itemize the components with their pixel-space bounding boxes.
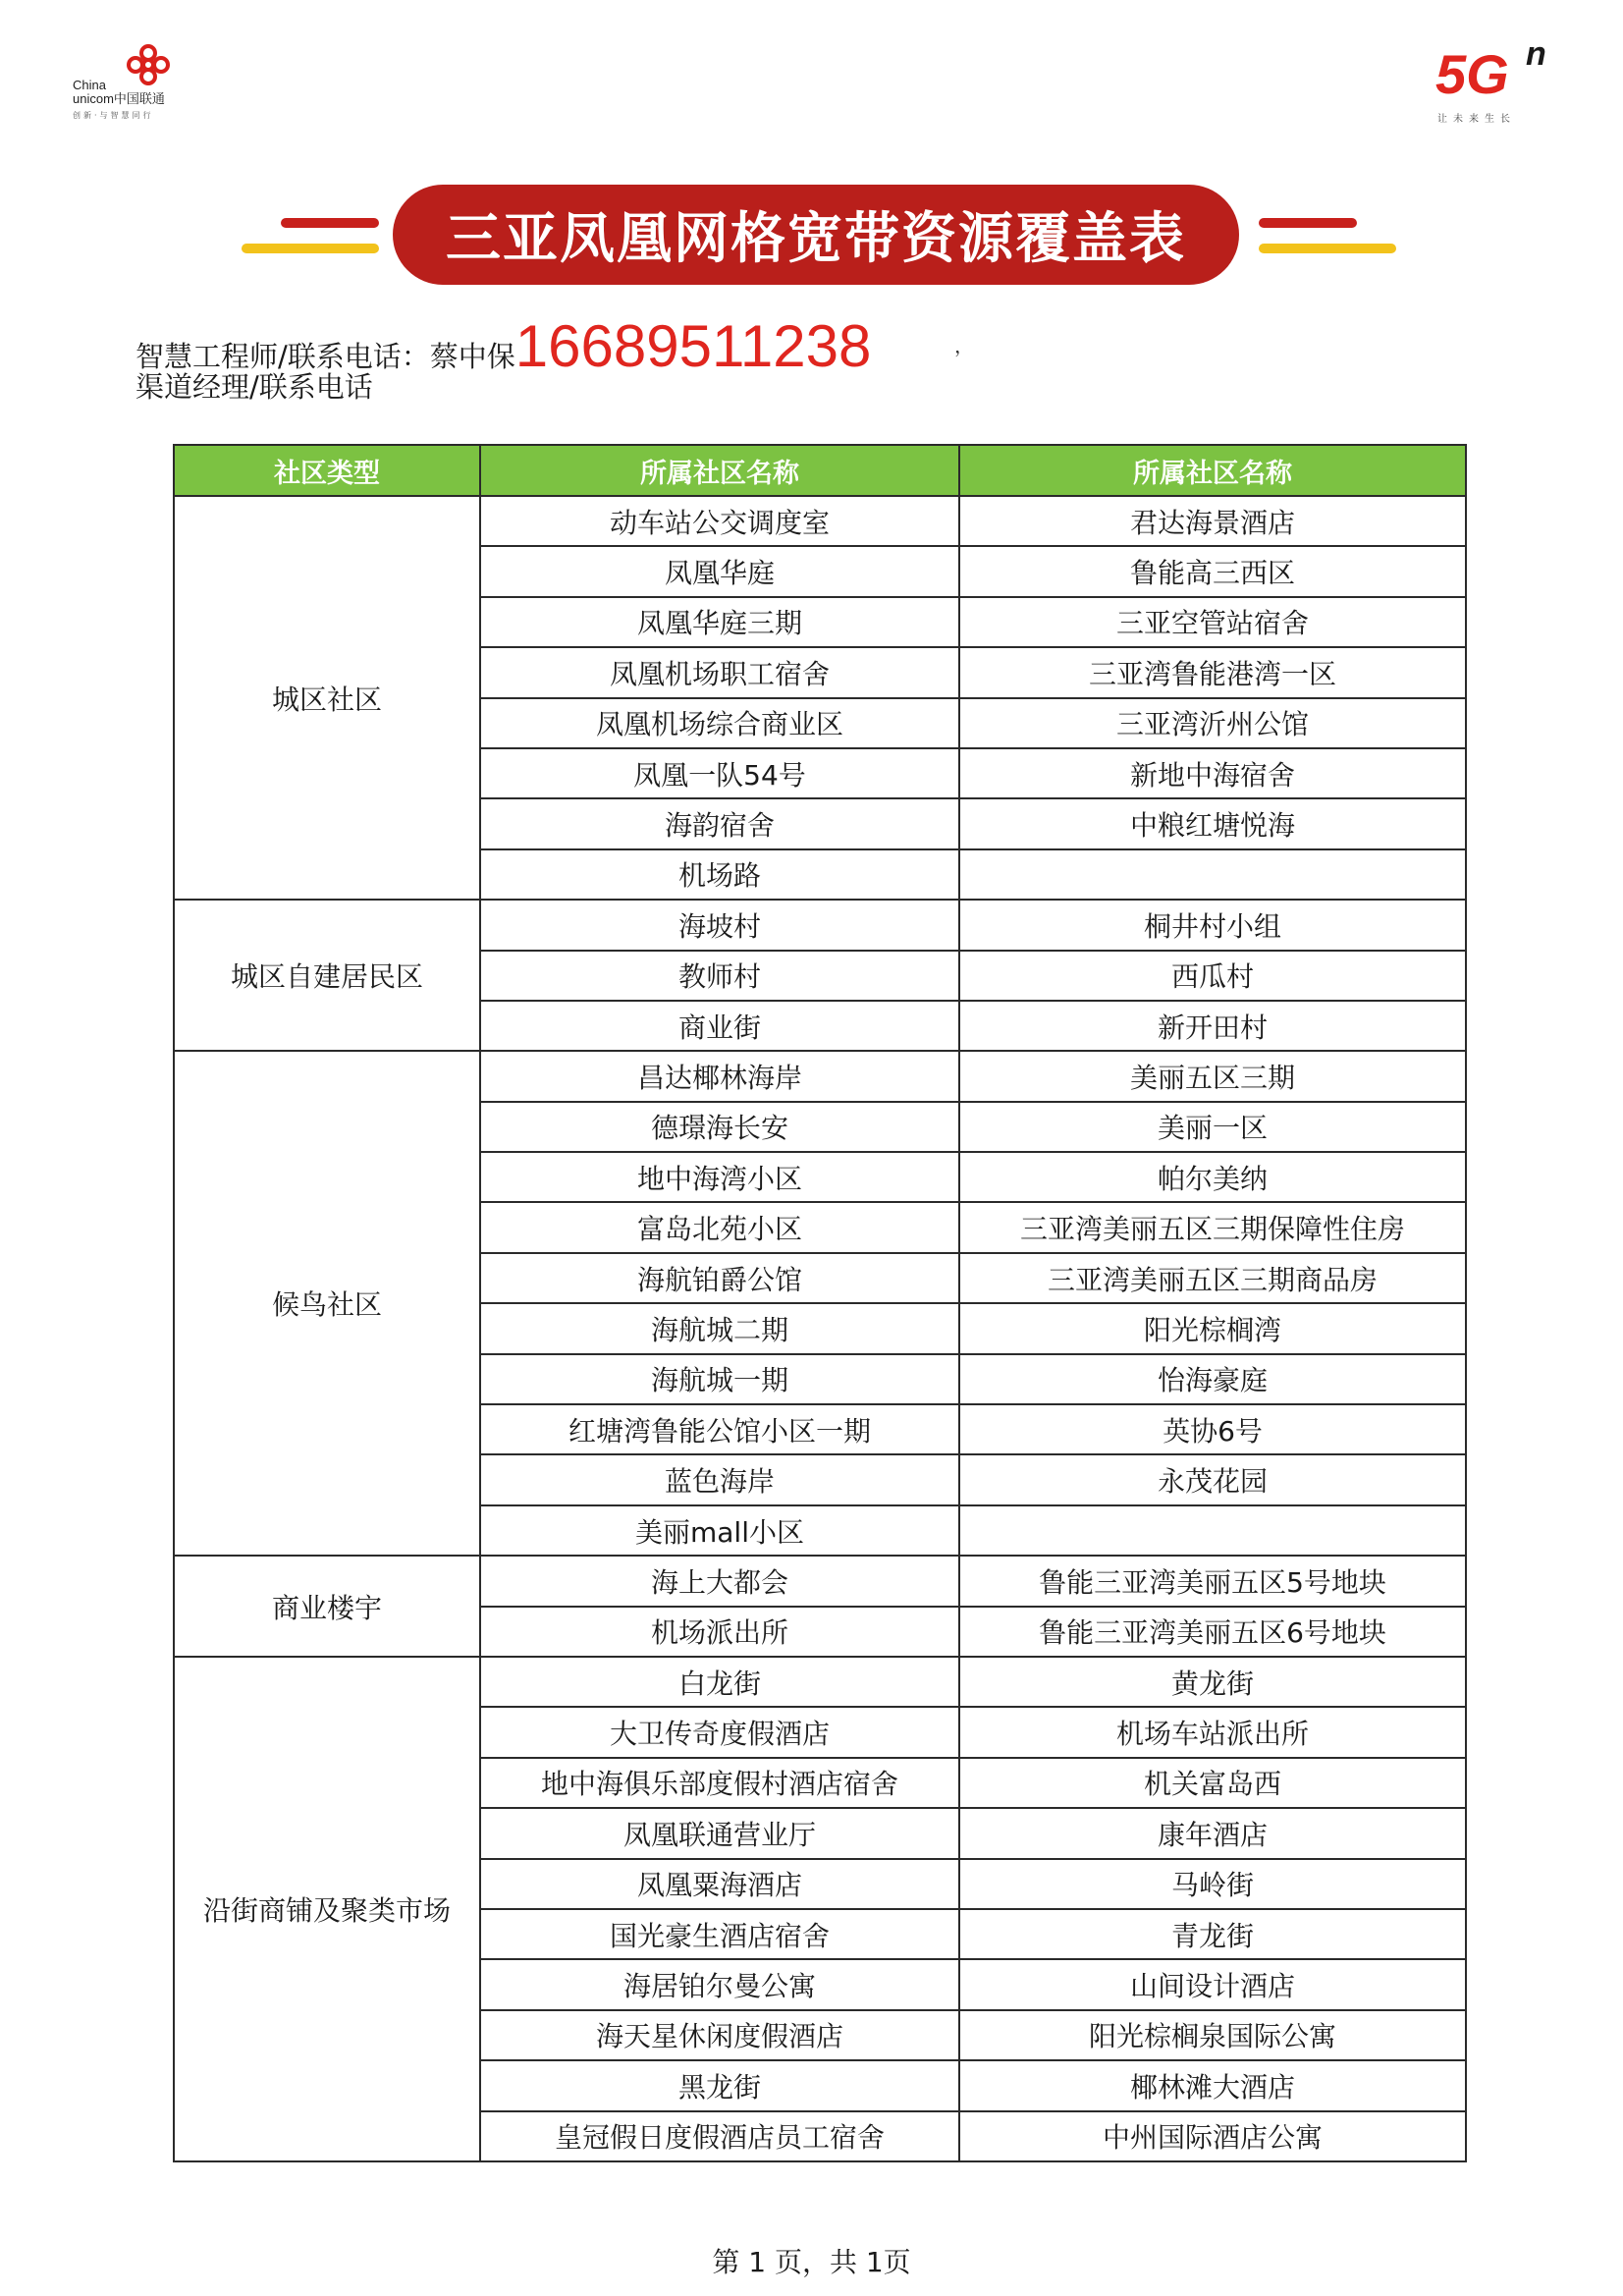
community-name-cell: 美丽一区	[959, 1102, 1466, 1152]
unicom-knot-icon	[118, 43, 179, 86]
title-banner	[393, 185, 1239, 285]
community-name-cell: 海航城二期	[480, 1303, 959, 1353]
community-name-cell: 阳光棕榈湾	[959, 1303, 1466, 1353]
community-name-cell: 白龙街	[480, 1657, 959, 1707]
community-name-cell: 鲁能高三西区	[959, 546, 1466, 596]
community-name-cell: 国光豪生酒店宿舍	[480, 1909, 959, 1959]
title-deco-left-red	[281, 218, 379, 228]
community-name-cell	[959, 1505, 1466, 1556]
5g-superscript: n	[1526, 35, 1546, 73]
engineer-phone: 16689511238	[514, 313, 872, 379]
community-name-cell: 凤凰联通营业厅	[480, 1808, 959, 1858]
community-name-cell: 海坡村	[480, 900, 959, 950]
brand-slogan: 创新·与智慧同行	[73, 111, 154, 120]
brand-line1: China	[73, 78, 106, 92]
community-name-cell: 地中海湾小区	[480, 1152, 959, 1202]
community-name-cell: 永茂花园	[959, 1454, 1466, 1504]
community-name-cell: 中粮红塘悦海	[959, 798, 1466, 848]
community-type-cell: 城区社区	[174, 496, 480, 900]
title-deco-right-red	[1259, 218, 1357, 228]
title-deco-right-yellow	[1259, 244, 1396, 253]
header-community-type: 社区类型	[174, 445, 480, 496]
china-unicom-logo	[71, 43, 198, 122]
community-name-cell: 海天星休闲度假酒店	[480, 2010, 959, 2060]
page-title: 三亚凤凰网格宽带资源覆盖表	[446, 207, 1186, 271]
community-name-cell: 鲁能三亚湾美丽五区5号地块	[959, 1556, 1466, 1606]
community-name-cell: 西瓜村	[959, 951, 1466, 1001]
engineer-contact	[135, 312, 974, 379]
community-name-cell: 海航铂爵公馆	[480, 1253, 959, 1303]
manager-contact: 渠道经理/联系电话	[135, 370, 373, 404]
community-name-cell: 中州国际酒店公寓	[959, 2111, 1466, 2161]
community-name-cell: 君达海景酒店	[959, 496, 1466, 546]
table-header-row	[174, 445, 1466, 496]
community-name-cell: 美丽五区三期	[959, 1051, 1466, 1101]
community-name-cell: 康年酒店	[959, 1808, 1466, 1858]
header-community-name-1: 所属社区名称	[480, 445, 959, 496]
community-name-cell: 海上大都会	[480, 1556, 959, 1606]
community-name-cell: 凤凰机场综合商业区	[480, 698, 959, 748]
community-name-cell: 怡海豪庭	[959, 1354, 1466, 1404]
community-name-cell: 三亚空管站宿舍	[959, 597, 1466, 647]
community-name-cell: 三亚湾鲁能港湾一区	[959, 647, 1466, 697]
engineer-label: 智慧工程师/联系电话：蔡中保	[135, 340, 515, 373]
community-name-cell: 商业街	[480, 1001, 959, 1051]
community-name-cell: 皇冠假日度假酒店员工宿舍	[480, 2111, 959, 2161]
table-row	[174, 1556, 1466, 1606]
community-name-cell: 海韵宿舍	[480, 798, 959, 848]
table-row	[174, 900, 1466, 950]
community-name-cell: 新开田村	[959, 1001, 1466, 1051]
engineer-trailing: ，	[954, 334, 974, 357]
community-name-cell: 大卫传奇度假酒店	[480, 1707, 959, 1757]
community-name-cell: 马岭街	[959, 1859, 1466, 1909]
community-name-cell: 凤凰粟海酒店	[480, 1859, 959, 1909]
community-name-cell	[959, 849, 1466, 900]
community-name-cell: 美丽mall小区	[480, 1505, 959, 1556]
table-row	[174, 1051, 1466, 1101]
community-name-cell: 英协6号	[959, 1404, 1466, 1454]
community-name-cell: 黑龙街	[480, 2060, 959, 2110]
community-name-cell: 机关富岛西	[959, 1758, 1466, 1808]
coverage-table	[173, 444, 1467, 2162]
5g-tagline: 让未来生长	[1437, 114, 1516, 125]
community-name-cell: 地中海俱乐部度假村酒店宿舍	[480, 1758, 959, 1808]
community-type-cell: 沿街商铺及聚类市场	[174, 1657, 480, 2161]
community-name-cell: 富岛北苑小区	[480, 1202, 959, 1252]
community-type-cell: 城区自建居民区	[174, 900, 480, 1051]
5g-mark: 5G	[1435, 43, 1509, 105]
community-name-cell: 昌达椰林海岸	[480, 1051, 959, 1101]
community-name-cell: 德璟海长安	[480, 1102, 959, 1152]
community-name-cell: 机场派出所	[480, 1607, 959, 1657]
community-name-cell: 教师村	[480, 951, 959, 1001]
community-name-cell: 凤凰一队54号	[480, 748, 959, 798]
community-name-cell: 山间设计酒店	[959, 1959, 1466, 2009]
community-name-cell: 凤凰机场职工宿舍	[480, 647, 959, 697]
community-name-cell: 凤凰华庭	[480, 546, 959, 596]
community-name-cell: 红塘湾鲁能公馆小区一期	[480, 1404, 959, 1454]
community-name-cell: 海航城一期	[480, 1354, 959, 1404]
brand-line2: unicom中国联通	[73, 91, 165, 106]
table-row	[174, 1657, 1466, 1707]
community-name-cell: 机场车站派出所	[959, 1707, 1466, 1757]
page-footer: 第 1 页，共 1页	[712, 2246, 911, 2278]
community-name-cell: 椰林滩大酒店	[959, 2060, 1466, 2110]
community-name-cell: 三亚湾美丽五区三期商品房	[959, 1253, 1466, 1303]
5g-logo	[1435, 37, 1563, 126]
community-name-cell: 蓝色海岸	[480, 1454, 959, 1504]
table-body	[174, 496, 1466, 2161]
community-name-cell: 三亚湾沂州公馆	[959, 698, 1466, 748]
header-community-name-2: 所属社区名称	[959, 445, 1466, 496]
community-name-cell: 凤凰华庭三期	[480, 597, 959, 647]
community-name-cell: 机场路	[480, 849, 959, 900]
community-type-cell: 商业楼宇	[174, 1556, 480, 1657]
community-name-cell: 帕尔美纳	[959, 1152, 1466, 1202]
community-name-cell: 动车站公交调度室	[480, 496, 959, 546]
community-name-cell: 海居铂尔曼公寓	[480, 1959, 959, 2009]
community-name-cell: 鲁能三亚湾美丽五区6号地块	[959, 1607, 1466, 1657]
community-name-cell: 阳光棕榈泉国际公寓	[959, 2010, 1466, 2060]
community-name-cell: 青龙街	[959, 1909, 1466, 1959]
community-name-cell: 黄龙街	[959, 1657, 1466, 1707]
community-name-cell: 桐井村小组	[959, 900, 1466, 950]
title-deco-left-yellow	[242, 244, 379, 253]
table-row	[174, 496, 1466, 546]
community-name-cell: 三亚湾美丽五区三期保障性住房	[959, 1202, 1466, 1252]
community-type-cell: 候鸟社区	[174, 1051, 480, 1556]
community-name-cell: 新地中海宿舍	[959, 748, 1466, 798]
